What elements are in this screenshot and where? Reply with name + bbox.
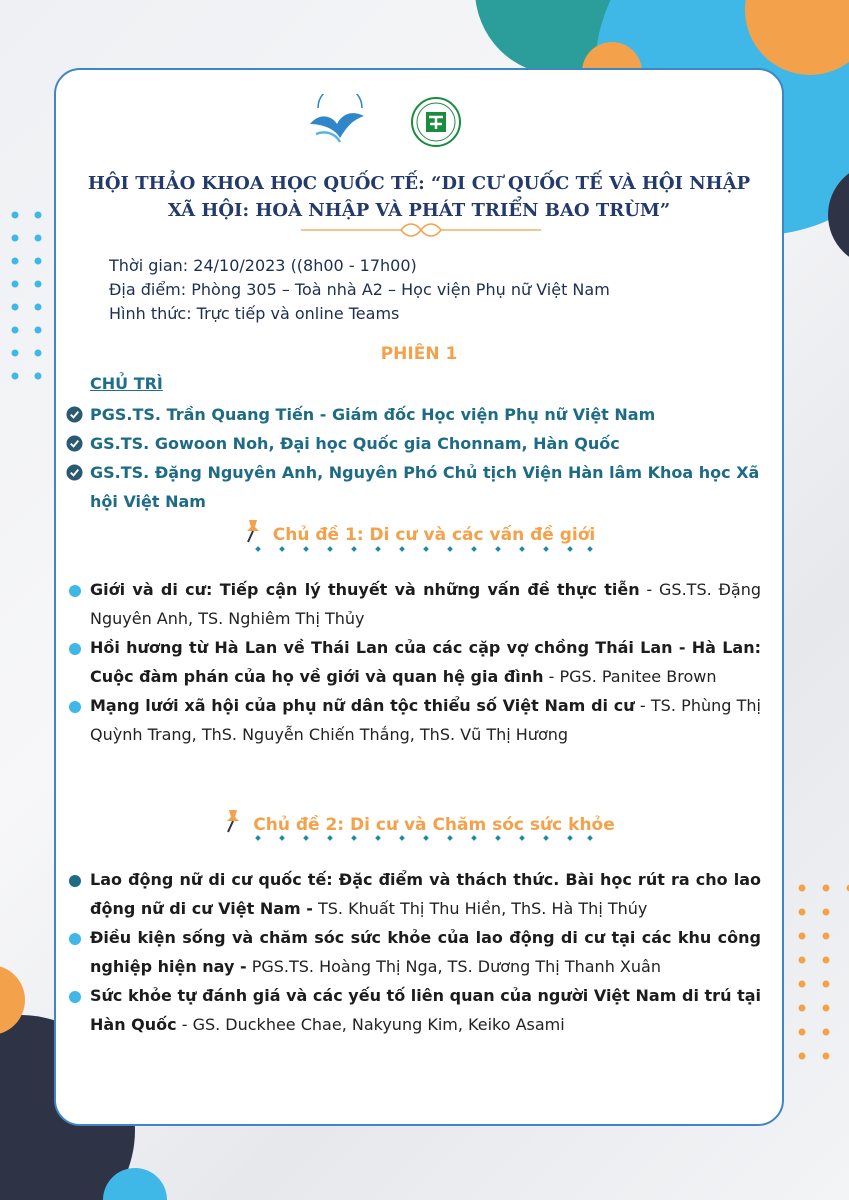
paper-item — [66, 575, 761, 633]
chair-item — [66, 429, 778, 458]
paper-authors: - GS.TS. Đặng Nguyên Anh, TS. Nghiêm Thị Thủy — [90, 580, 762, 628]
topic-1-papers — [66, 575, 761, 749]
paper-authors: - PGS. Panitee Brown — [543, 667, 717, 686]
paper-title: Mạng lưới xã hội của phụ nữ dân tộc thiểu số Việt Nam di cư — [90, 696, 635, 715]
bullet-dot-icon — [69, 991, 81, 1003]
bullet-dot-icon — [69, 701, 81, 713]
chair-item — [66, 400, 778, 429]
paper-authors: - GS. Duckhee Chae, Nakyung Kim, Keiko Asami — [176, 1015, 565, 1034]
paper-item — [66, 865, 761, 923]
paper-title: Điều kiện sống và chăm sóc sức khỏe của lao động di cư tại các khu công nghiệp hiện nay - — [90, 928, 761, 976]
paper-title: Giới và di cư: Tiếp cận lý thuyết và những vấn đề thực tiễn — [90, 580, 640, 599]
chair-text: PGS.TS. Trần Quang Tiến - Giám đốc Học viện Phụ nữ Việt Nam — [90, 405, 656, 424]
check-badge-icon — [66, 406, 83, 423]
title-line-1: HỘI THẢO KHOA HỌC QUỐC TẾ: “DI CƯ QUỐC TẾ VÀ HỘI NHẬP — [87, 173, 751, 194]
chair-text: GS.TS. Gowoon Noh, Đại học Quốc gia Chonnam, Hàn Quốc — [90, 434, 620, 453]
chair-text: GS.TS. Đặng Nguyên Anh, Nguyên Phó Chủ tịch Viện Hàn lâm Khoa học Xã hội Việt Nam — [90, 463, 760, 511]
pushpin-icon — [223, 808, 243, 834]
paper-title: Sức khỏe tự đánh giá và các yếu tố liên quan của người Việt Nam di trú tại Hàn Quốc — [90, 986, 761, 1034]
bullet-dot-icon — [69, 933, 81, 945]
paper-title: Lao động nữ di cư quốc tế: Đặc điểm và thách thức. Bài học rút ra cho lao động nữ di cư Việt Nam - — [90, 870, 761, 918]
topic-2-title — [56, 808, 782, 835]
check-badge-icon — [66, 435, 83, 452]
vietnam-womens-academy-logo — [306, 94, 368, 146]
dotted-divider-icon — [254, 834, 594, 842]
event-venue: Địa điểm: Phòng 305 – Toà nhà A2 – Học viện Phụ nữ Việt Nam — [109, 280, 610, 299]
check-badge-icon — [66, 464, 83, 481]
chairs-heading: CHỦ TRÌ — [90, 374, 163, 393]
topic-2-papers — [66, 865, 761, 1039]
title-line-2: XÃ HỘI: HOÀ NHẬP VÀ PHÁT TRIỂN BAO TRÙM” — [167, 200, 671, 221]
chair-item — [66, 458, 778, 516]
bullet-dot-icon — [69, 643, 81, 655]
topic-title-text: Chủ đề 2: Di cư và Chăm sóc sức khỏe — [253, 815, 615, 835]
event-format: Hình thức: Trực tiếp và online Teams — [109, 304, 400, 323]
agenda-card — [54, 68, 784, 1126]
paper-authors: TS. Khuất Thị Thu Hiền, ThS. Hà Thị Thúy — [312, 899, 648, 918]
topic-title-text: Chủ đề 1: Di cư và các vấn đề giới — [272, 525, 596, 545]
paper-title: Hồi hương từ Hà Lan về Thái Lan của các cặp vợ chồng Thái Lan - Hà Lan: Cuộc đàm phán của họ về giới và quan hệ gia đình — [90, 638, 761, 686]
event-time: Thời gian: 24/10/2023 ((8h00 - 17h00) — [109, 256, 417, 275]
ornament-divider-icon — [301, 222, 541, 238]
bullet-dot-icon — [69, 875, 81, 887]
paper-item — [66, 923, 761, 981]
bullet-dot-icon — [69, 585, 81, 597]
paper-item — [66, 691, 761, 749]
topic-1-title — [56, 518, 782, 545]
pushpin-icon — [243, 518, 263, 544]
conference-title — [56, 170, 782, 224]
session-title: PHIÊN 1 — [380, 344, 458, 364]
paper-item — [66, 633, 761, 691]
chonnam-national-university-logo — [410, 96, 462, 148]
dotted-divider-icon — [254, 545, 594, 553]
event-info — [109, 254, 610, 326]
paper-item — [66, 981, 761, 1039]
logo-row — [56, 94, 782, 152]
paper-authors: - TS. Phùng Thị Quỳnh Trang, ThS. Nguyễn Chiến Thắng, ThS. Vũ Thị Hương — [90, 696, 762, 744]
chairs-list — [66, 400, 778, 516]
paper-authors: PGS.TS. Hoàng Thị Nga, TS. Dương Thị Thanh Xuân — [246, 957, 661, 976]
